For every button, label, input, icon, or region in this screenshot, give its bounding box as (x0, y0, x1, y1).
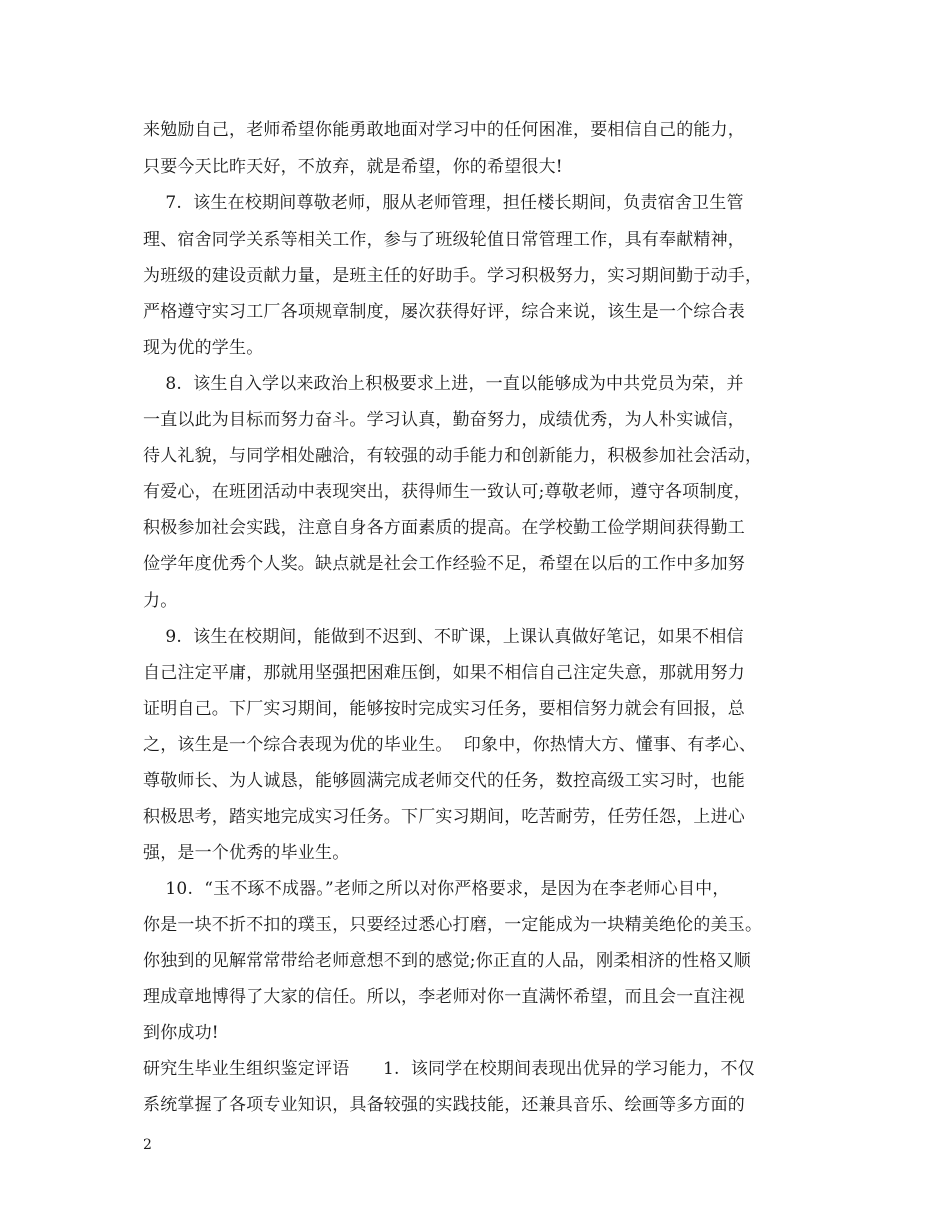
text-line: 俭学年度优秀个人奖。缺点就是社会工作经验不足，希望在以后的工作中多加努 (143, 554, 745, 574)
text-line: 现为优的学生。 (143, 338, 264, 358)
text-line: 只要今天比昨天好，不放弃，就是希望，你的希望很大! (143, 157, 563, 177)
text-line: 一直以此为目标而努力奋斗。学习认真，勤奋努力，成绩优秀，为人朴实诚信， (143, 410, 745, 430)
text-line: 为班级的建设贡献力量，是班主任的好助手。学习积极努力，实习期间勤于动手， (143, 266, 763, 286)
text-line: 理成章地博得了大家的信任。所以，李老师对你一直满怀希望，而且会一直注视 (143, 987, 745, 1007)
text-line: 之，该生是一个综合表现为优的毕业生。 印象中，你热情大方、懂事、有孝心、 (143, 735, 757, 755)
text-line: 自己注定平庸，那就用坚强把困难压倒，如果不相信自己注定失意，那就用努力 (143, 663, 745, 683)
text-line: 强，是一个优秀的毕业生。 (143, 843, 350, 863)
text-line: 到你成功! (143, 1023, 219, 1043)
text-line: 积极参加社会实践，注意自身各方面素质的提高。在学校勤工俭学期间获得勤工 (143, 518, 745, 538)
text-line: 你是一块不折不扣的璞玉，只要经过悉心打磨，一定能成为一块精美绝伦的美玉。 (143, 915, 763, 935)
text-line: 来勉励自己，老师希望你能勇敢地面对学习中的任何困准，要相信自己的能力， (143, 120, 745, 140)
text-line: 你独到的见解常常带给老师意想不到的感觉;你正直的人品，刚柔相济的性格又顺 (143, 951, 751, 971)
text-line: 系统掌握了各项专业知识，具备较强的实践技能，还兼具音乐、绘画等多方面的 (143, 1095, 745, 1115)
text-line: 证明自己。下厂实习期间，能够按时完成实习任务，要相信努力就会有回报，总 (143, 699, 745, 719)
text-line: 待人礼貌，与同学相处融洽，有较强的动手能力和创新能力，积极参加社会活动， (143, 446, 763, 466)
text-line: 尊敬师长、为人诚恳，能够圆满完成老师交代的任务，数控高级工实习时，也能 (143, 771, 745, 791)
text-line: 研究生毕业生组织鉴定评语 1. 该同学在校期间表现出优异的学习能力，不仅 (143, 1059, 755, 1079)
text-line: 7. 该生在校期间尊敬老师，服从老师管理，担任楼长期间，负责宿舍卫生管 (143, 193, 744, 213)
text-line: 力。 (143, 591, 178, 611)
text-line: 理、宿舍同学关系等相关工作，参与了班级轮值日常管理工作，具有奉献精神， (143, 230, 745, 250)
text-line: 有爱心，在班团活动中表现突出，获得师生一致认可;尊敬老师，遵守各项制度， (143, 482, 751, 502)
text-line: 严格遵守实习工厂各项规章制度，屡次获得好评，综合来说，该生是一个综合表 (143, 302, 745, 322)
page-number: 2 (143, 1137, 152, 1153)
text-line: 8. 该生自入学以来政治上积极要求上进，一直以能够成为中共党员为荣，并 (143, 374, 744, 394)
text-line: 10. “玉不琢不成器。”老师之所以对你严格要求，是因为在李老师心目中， (143, 879, 730, 899)
text-line: 积极思考，踏实地完成实习任务。下厂实习期间，吃苦耐劳，任劳任怨，上进心 (143, 807, 745, 827)
text-line: 9. 该生在校期间，能做到不迟到、不旷课，上课认真做好笔记，如果不相信 (143, 627, 744, 647)
